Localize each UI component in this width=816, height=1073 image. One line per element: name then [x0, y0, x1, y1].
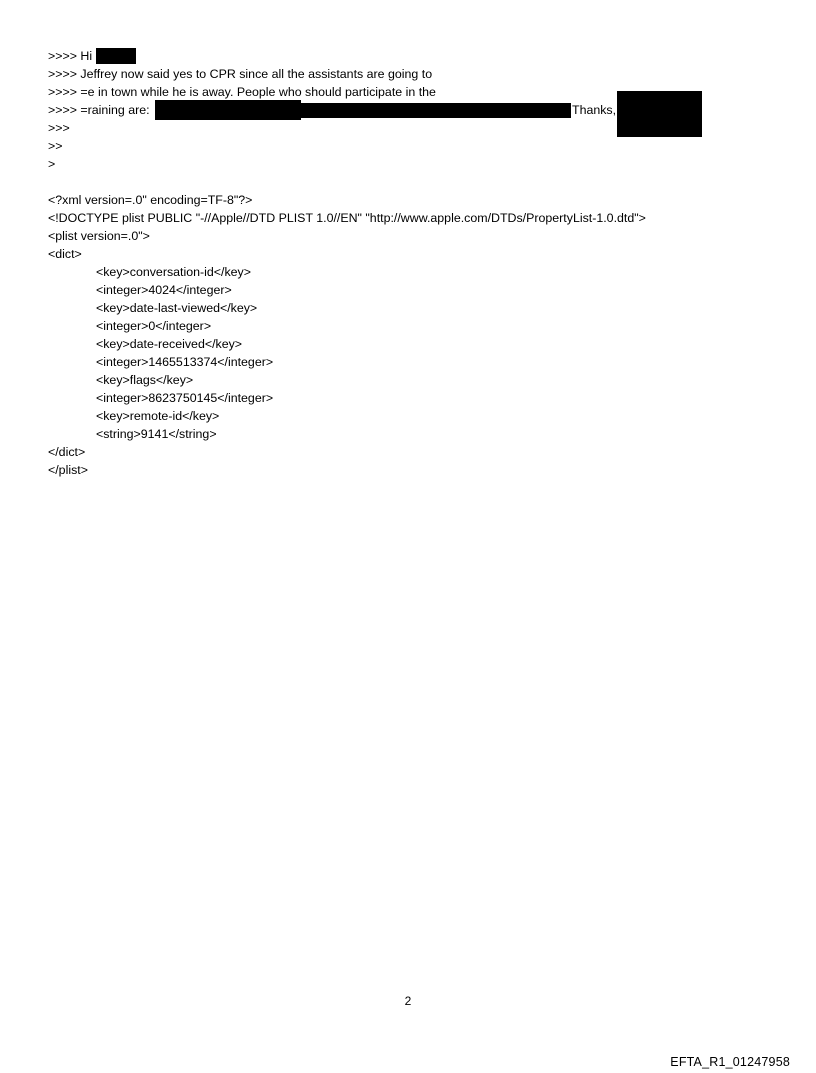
plist-entry: <integer>4024</integer> — [96, 283, 232, 297]
quote-line: >>> — [48, 121, 70, 135]
redaction-box — [155, 100, 301, 120]
quote-line-thanks: Thanks, — [572, 103, 617, 117]
dict-open-tag: <dict> — [48, 247, 82, 261]
plist-entry: <key>remote-id</key> — [96, 409, 220, 423]
plist-entry: <integer>0</integer> — [96, 319, 212, 333]
plist-entry: <key>date-received</key> — [96, 337, 243, 351]
plist-entry: <string>9141</string> — [96, 427, 217, 441]
redaction-box — [96, 48, 136, 64]
plist-open-tag: <plist version=.0"> — [48, 229, 150, 243]
plist-entry: <key>conversation-id</key> — [96, 265, 251, 279]
plist-close-tag: </plist> — [48, 463, 88, 477]
dict-close-tag: </dict> — [48, 445, 86, 459]
plist-entry: <integer>1465513374</integer> — [96, 355, 274, 369]
plist-entry: <key>flags</key> — [96, 373, 194, 387]
redaction-box — [617, 91, 702, 137]
quote-line: > — [48, 157, 56, 171]
quote-line: >> — [48, 139, 63, 153]
xml-declaration: <?xml version=.0" encoding=TF-8"?> — [48, 193, 253, 207]
quote-line-training: >>>> =raining are: — [48, 103, 150, 117]
doctype-line: <!DOCTYPE plist PUBLIC "-//Apple//DTD PLIST 1.0//EN" "http://www.apple.com/DTDs/PropertyList-1.0.dtd"> — [48, 211, 646, 225]
page-number: 2 — [404, 994, 412, 1008]
plist-entry: <integer>8623750145</integer> — [96, 391, 274, 405]
quote-line-greeting: >>>> Hi — [48, 49, 93, 63]
plist-entry: <key>date-last-viewed</key> — [96, 301, 258, 315]
quote-line: >>>> Jeffrey now said yes to CPR since all the assistants are going to — [48, 67, 433, 81]
bates-number: EFTA_R1_01247958 — [670, 1055, 790, 1069]
quote-line: >>>> =e in town while he is away. People who should participate in the — [48, 85, 436, 99]
redaction-box — [301, 103, 571, 118]
